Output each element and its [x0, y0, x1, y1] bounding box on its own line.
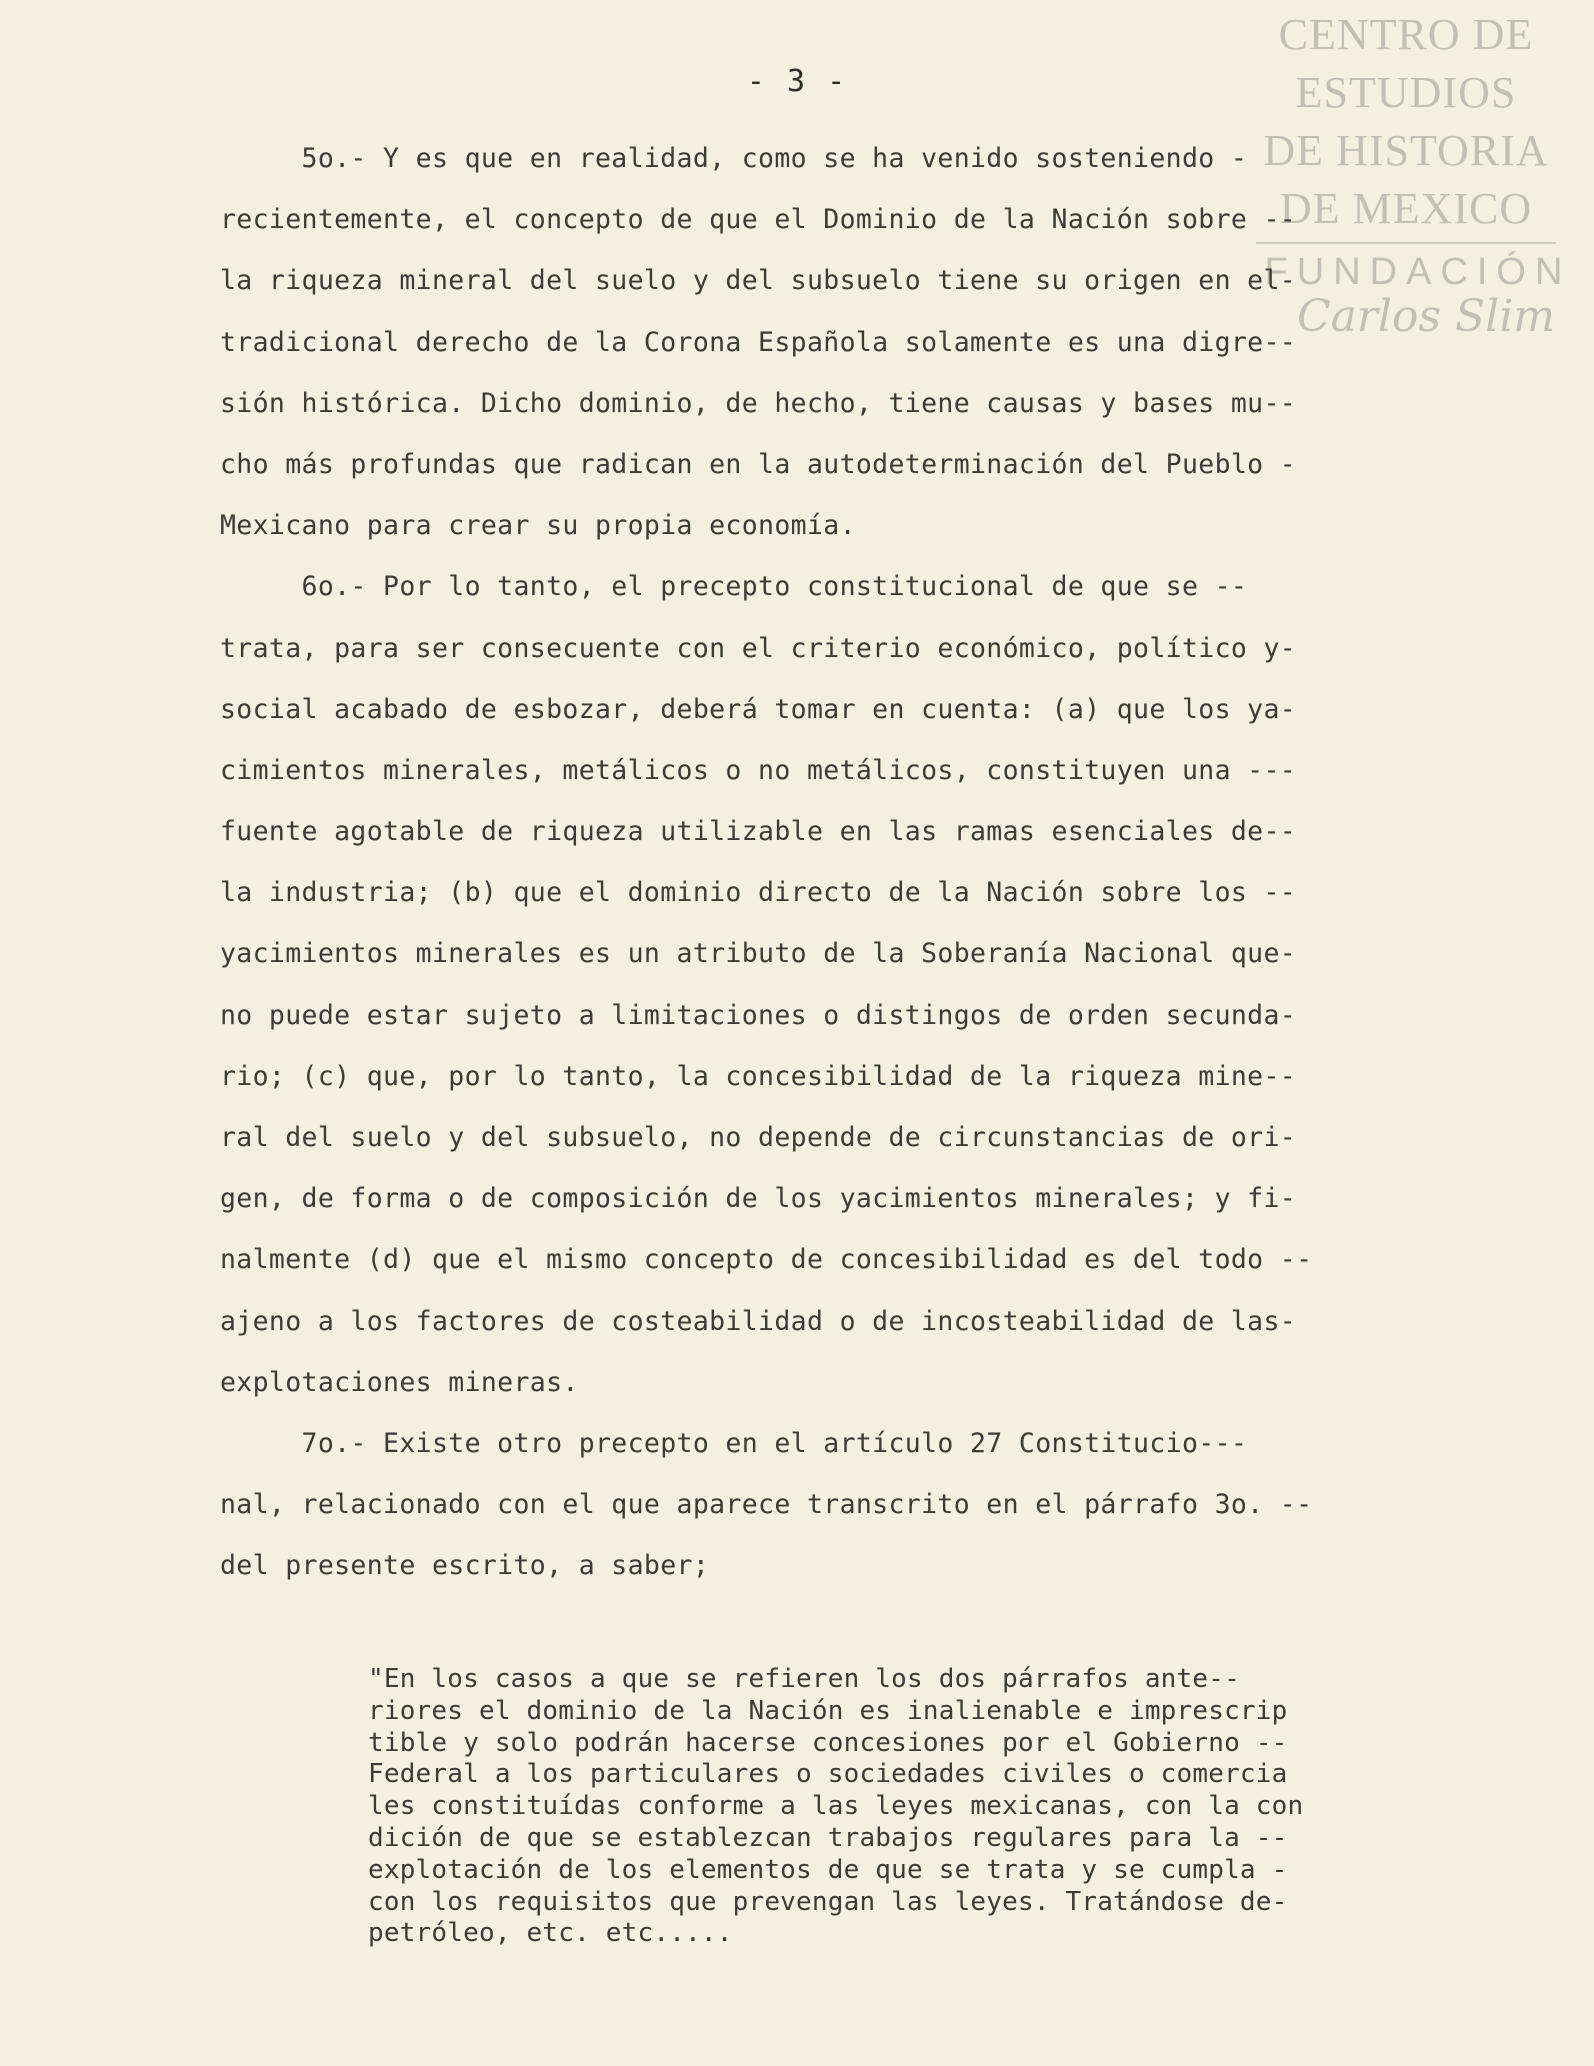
watermark-line: DE HISTORIA	[1263, 126, 1549, 175]
quote-line: riores el dominio de la Nación es inalienable e imprescrip	[368, 1695, 1288, 1726]
text-line: fuente agotable de riqueza utilizable en las ramas esenciales de--	[220, 816, 1297, 848]
text-line: ajeno a los factores de costeabilidad o de incosteabilidad de las-	[220, 1305, 1297, 1337]
quote-line: tible y solo podrán hacerse concesiones por el Gobierno --	[368, 1727, 1288, 1758]
text-line: social acabado de esbozar, deberá tomar en cuenta: (a) que los ya-	[220, 693, 1297, 725]
quote-line: dición de que se establezcan trabajos regulares para la --	[368, 1822, 1288, 1853]
quote-line: Federal a los particulares o sociedades civiles o comercia	[368, 1759, 1288, 1790]
text-line: rio; (c) que, por lo tanto, la concesibilidad de la riqueza mine--	[220, 1060, 1297, 1092]
text-line: 5o.- Y es que en realidad, como se ha venido sosteniendo -	[220, 143, 1248, 174]
text-line: explotaciones mineras.	[220, 1366, 579, 1398]
text-line: ral del suelo y del subsuelo, no depende de circunstancias de ori-	[220, 1122, 1297, 1153]
quote-line: les constituídas conforme a las leyes mexicanas, con la con	[368, 1791, 1304, 1822]
text-line: sión histórica. Dicho dominio, de hecho, tiene causas y bases mu--	[220, 387, 1297, 419]
watermark-line: DE MEXICO	[1279, 184, 1533, 233]
text-line: del presente escrito, a saber;	[220, 1550, 710, 1582]
text-line: trata, para ser consecuente con el criterio económico, político y-	[220, 632, 1297, 664]
text-line: 6o.- Por lo tanto, el precepto constitucional de que se --	[220, 571, 1248, 603]
watermark-line: ESTUDIOS	[1295, 68, 1517, 117]
text-line: nal, relacionado con el que aparece transcrito en el párrafo 3o. --	[220, 1489, 1313, 1521]
page-number: - 3 -	[746, 64, 848, 99]
quote-line: "En los casos a que se refieren los dos párrafos ante--	[368, 1664, 1240, 1694]
watermark-foundation: FUNDACIÓN	[1264, 251, 1572, 293]
text-line: tradicional derecho de la Corona Española solamente es una digre--	[220, 326, 1297, 358]
text-line: Mexicano para crear su propia economía.	[220, 510, 856, 542]
text-line: cimientos minerales, metálicos o no metálicos, constituyen una ---	[220, 754, 1297, 786]
text-line: gen, de forma o de composición de los yacimientos minerales; y fi-	[220, 1183, 1297, 1215]
watermark-line: CENTRO DE	[1278, 10, 1534, 59]
text-line: yacimientos minerales es un atributo de la Soberanía Nacional que-	[220, 938, 1297, 970]
block-quote	[368, 1664, 1478, 1950]
text-line: no puede estar sujeto a limitaciones o distingos de orden secunda-	[220, 999, 1297, 1031]
quote-line: explotación de los elementos de que se trata y se cumpla -	[368, 1854, 1288, 1885]
text-line: 7o.- Existe otro precepto en el artículo 27 Constitucio---	[220, 1427, 1248, 1459]
quote-line: con los requisitos que prevengan las leyes. Tratándose de-	[368, 1886, 1288, 1917]
text-line: recientemente, el concepto de que el Dominio de la Nación sobre --	[220, 204, 1297, 236]
quote-line: petróleo, etc. etc.....	[368, 1918, 733, 1949]
body-text	[220, 128, 1480, 1597]
text-line: la riqueza mineral del suelo y del subsuelo tiene su origen en el-	[220, 265, 1297, 297]
text-line: cho más profundas que radican en la autodeterminación del Pueblo -	[220, 448, 1297, 480]
text-line: nalmente (d) que el mismo concepto de concesibilidad es del todo --	[220, 1244, 1313, 1276]
watermark-signature: Carlos Slim	[1296, 291, 1556, 342]
text-line: la industria; (b) que el dominio directo de la Nación sobre los --	[220, 877, 1297, 909]
